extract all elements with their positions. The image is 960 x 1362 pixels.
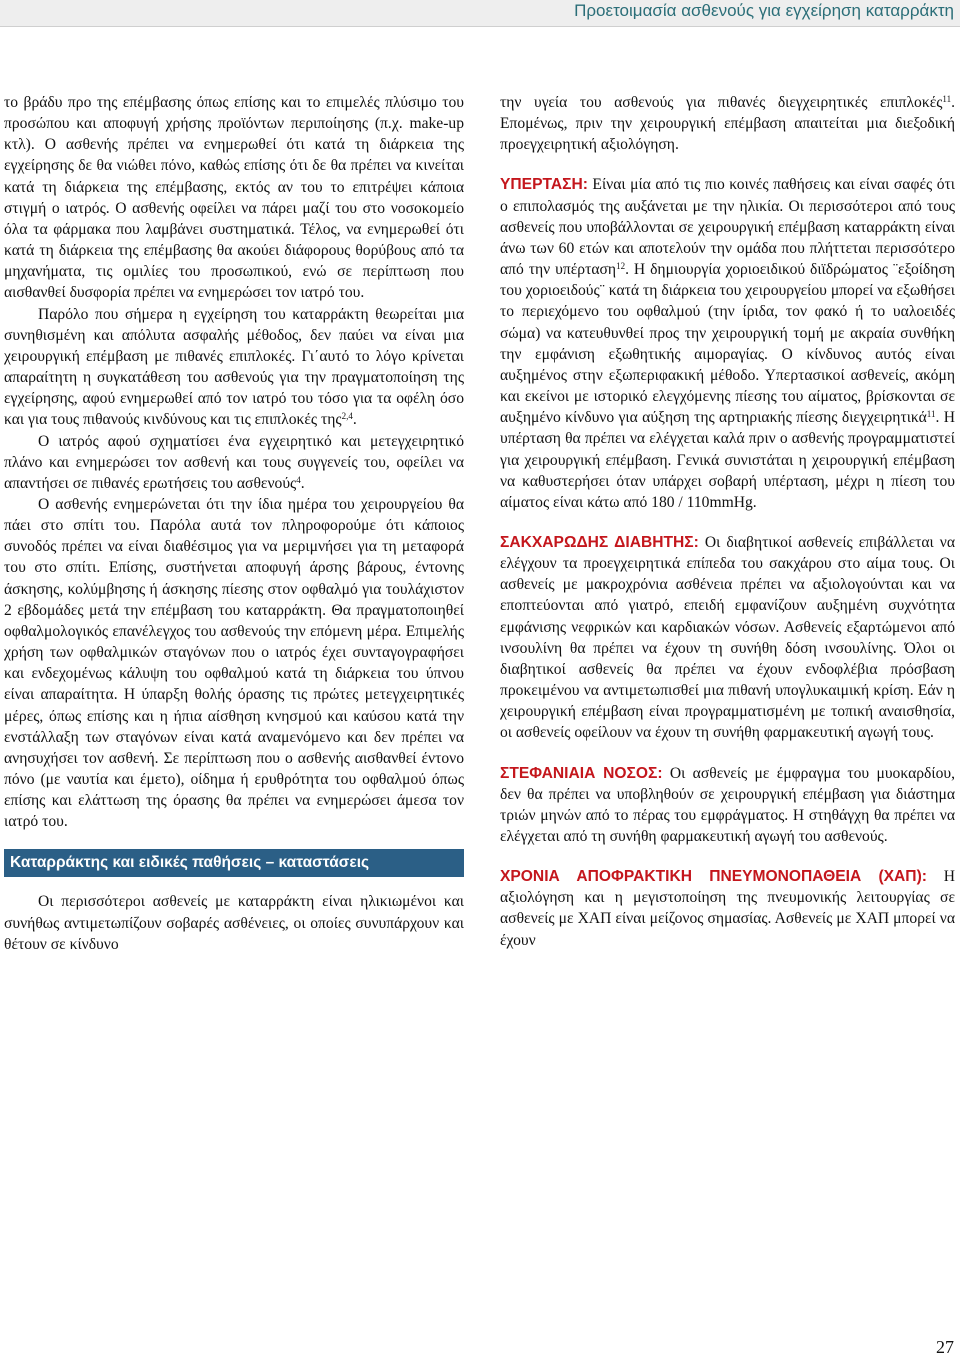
copd-heading: ΧΡΟΝΙΑ ΑΠΟΦΡΑΚΤΙΚΗ ΠΝΕΥΜΟΝΟΠΑΘΕΙΑ (ΧΑΠ): — [500, 868, 927, 886]
right-column — [500, 92, 955, 951]
left-column — [4, 92, 464, 955]
paragraph-text: Οι ασθενείς με έμφραγμα του μυοκαρδίου, δεν θα πρέπει να υποβληθούν σε χειρουργική επέμβαση για διάστημα τριών μηνών από το πέρας του εμφράγματος. Η στηθάγχη θα πρέπει να ελέγχεται από τη συνήθη φαρμακευτική αγωγή του ασθενούς. — [500, 764, 955, 845]
citation: 2,4 — [341, 411, 353, 422]
punctuation: . — [300, 474, 305, 492]
paragraph-text: την υγεία του ασθενούς για πιθανές διεγχειρητικές επιπλοκές — [500, 94, 943, 111]
punctuation: . — [352, 411, 357, 429]
citation: 11 — [926, 409, 936, 420]
header-divider — [0, 26, 960, 27]
paragraph — [4, 304, 464, 431]
citation: 4 — [296, 474, 301, 485]
diabetes-section — [500, 532, 955, 744]
coronary-disease-heading: ΣΤΕΦΑΝΙΑΙΑ ΝΟΣΟΣ: — [500, 764, 663, 782]
coronary-disease-section — [500, 763, 955, 848]
hypertension-section — [500, 174, 955, 513]
paragraph — [500, 92, 955, 155]
paragraph-text: Παρόλο που σήμερα η εγχείρηση του καταρράκτη θεωρείται μια συνηθισμένη και απόλυτα ασφαλής μέθοδος, δεν παύει να είναι μια χειρουργική επέμβαση με πιθανές επιπλοκές. Γι΄αυτό το λόγο κρίνεται απαραίτητη η συγκατάθεση του ασθενούς για την πραγματοποίηση της εγχείρησης, αφού ενημερωθεί από τον ιατρό του τόσο για τα οφέλη όσο και για τους πιθανούς κινδύνους και τις επιπλοκές της — [4, 305, 464, 429]
paragraph-text: Η αξιολόγηση και η μεγιστοποίηση της πνευμονικής λειτουργίας σε ασθενείς με ΧΑΠ είναι μείζονος σημασίας. Ασθενείς με ΧΑΠ μπορεί να έχουν — [500, 868, 955, 949]
hypertension-heading: ΥΠΕΡΤΑΣΗ: — [500, 176, 588, 194]
citation: 12 — [616, 261, 626, 272]
page-number: 27 — [936, 1337, 954, 1357]
paragraph — [4, 431, 464, 494]
citation: 11 — [942, 94, 952, 104]
running-header — [0, 0, 960, 26]
paragraph-text: Είναι μία από τις πιο κοινές παθήσεις και είναι σαφές ότι ο επιπολασμός της αυξάνεται με την ηλικία. Οι περισσότεροι από τους ασθενείς που υποβάλλονται σε χειρουργική επέμβαση καταρράκτη είναι άνω των 60 ετών και αποτελούν την ομάδα που πλήττεται περισσότερο από την υπέρταση — [500, 176, 955, 279]
paragraph-text: . Επομένως, πριν την χειρουργική επέμβαση απαιτείται μια διεξοδική προεγχειρητική αξιολόγηση. — [500, 94, 955, 154]
paragraph: το βράδυ προ της επέμβασης όπως επίσης και το επιμελές πλύσιμο του προσώπου και αποφυγή χρήσης προϊόντων περιποίησης (π.χ. make-up κτλ). Ο ασθενής πρέπει να ενημερωθεί ότι κατά τη διάρκεια της εγχείρησης δε θα νιώθει πόνο, καθώς επίσης ότι δε θα πρέπει να κινείται κατά τη διάρκεια της επέμβασης, εκτός αν του το επιτρέψει κάποια στιγμή ο ιατρός. Ο ασθενής οφείλει να πάρει μαζί του στο νοσοκομείο όλα τα φάρμακα που λαμβάνει συστηματικά. Τέλος, να ενημερωθεί ότι κατά τη διάρκεια της επέμβασης θα ακούει διάφορους θορύβους από τα μηχανήματα, τις ομιλίες του προσωπικού, ενώ σε περίπτωση που αισθανθεί δυσφορία πρέπει να ενημερώσει τον ιατρό του. — [4, 94, 464, 302]
paragraph-text: Οι διαβητικοί ασθενείς επιβάλλεται να ελέγχουν τα προεγχειρητικά επίπεδα του σακχάρου στο αίμα τους. Οι ασθενείς με μακροχρόνια ασθένεια πρέπει να αξιολογούνται και να εποπτεύονται από γιατρό, επειδή εμφανίζουν αυξημένη συχνότητα εμφάνισης νεφρικών και καρδιακών νόσων. Ασθενείς εξαρτώμενοι από ινσουλίνη θα πρέπει να έχουν τη συνήθη δόση ινσουλίνης. Όλοι οι διαβητικοί ασθενείς θα πρέπει να έχουν ενδοφλέβια πρόσβαση προκειμένου να αντιμετωπισθεί μια πιθανή υπογλυκαιμική κρίση. Εάν η χειρουργική επέμβαση είναι προγραμματισμένη με τοπική αναισθησία, οι ασθενείς οφείλουν να έχουν τη συνήθη φαρμακευτική αγωγή τους. — [500, 533, 955, 742]
running-header-title: Προετοιμασία ασθενούς για εγχείρηση καταρράκτη — [574, 1, 954, 20]
paragraph-text: . Η υπέρταση θα πρέπει να ελέγχεται καλά πριν ο ασθενής προγραμματιστεί για χειρουργική επέμβαση. Γενικά συνιστάται η χειρουργική επέμβαση να καθυστερήσει όταν υπάρχει σοβαρή υπέρταση, μέχρι η πίεση του αίματος είναι κάτω από 180 / 110mmHg. — [500, 409, 956, 511]
section-heading: Καταρράκτης και ειδικές παθήσεις – καταστάσεις — [4, 849, 464, 877]
paragraph: Οι περισσότεροι ασθενείς με καταρράκτη είναι ηλικιωμένοι και συνήθως αντιμετωπίζουν σοβαρές ασθένειες, οι οποίες συνυπάρχουν και θέτουν σε κίνδυνο — [4, 893, 464, 953]
copd-section — [500, 866, 955, 951]
paragraph: Ο ασθενής ενημερώνεται ότι την ίδια ημέρα του χειρουργείου θα πάει στο σπίτι του. Παρόλα αυτά τον πληροφορούμε ότι κάποιος συνοδός πρέπει να είναι διαθέσιμος για να μεριμνήσει για τη μεταφορά του στο σπίτι. Επίσης, συστήνεται αποφυγή άρσης βάρους, έντονης άσκησης, κολύμβησης ή άσκησης πίεσης στον οφθαλμό για τουλάχιστον 2 εβδομάδες μετά την επέμβαση του καταρράκτη. Θα πραγματοποιηθεί οφθαλμολογικός επανέλεγχος του ασθενούς την επόμενη μέρα. Επιμελής χρήση των οφθαλμικών σταγόνων που ο ιατρός έχει συνταγογραφήσει και ενδεχομένως κάλυψη του οφθαλμού κατά τη διάρκεια του ύπνου είναι απαραίτητα. Η ύπαρξη θολής όρασης τις πρώτες μετεγχειρητικές μέρες, όπως επίσης και η ήπια αίσθηση κνησμού και καύσου κατά την ενστάλλαξη των σταγόνων είναι κατά αναμενόμενο και δεν πρέπει να ανησυχήσει τον ασθενή. Σε περίπτωση που ο ασθενής αισθανθεί έντονο πόνο (με ναυτία και έμετο), οίδημα ή ερυθρότητα του οφθαλμού όπως επίσης και ελάττωση της όρασης θα πρέπει να ενημερώσει άμεσα τον ιατρό του. — [4, 495, 464, 831]
diabetes-heading: ΣΑΚΧΑΡΩΔΗΣ ΔΙΑΒΗΤΗΣ: — [500, 533, 699, 551]
paragraph-text: . Η δημιουργία χοριοειδικού διϊδρώματος ¨εξοίδηση του χοριοειδούς¨ κατά τη διάρκεια του χειρουργείου μπορεί να εξωθήσει το περιεχόμενο του οφθαλμού (την ίριδα, τον φακό ή το υαλοειδές σώμα) να κατευθυνθεί προς την χειρουργική τομή με ακραία συνθήκη την εμφάνιση εξωθητικής αιμοραγίας. Ο κίνδυνος αυτός είναι αυξημένος στην εξωπεριφακική μέθοδο. Υπερτασικοί ασθενείς, ακόμη και εκείνοι με ιστορικό ελεγχόμενης πίεσης του αίματος, βρίσκονται σε αυξημένο κίνδυνο για αύξηση της αρτηριακής πίεσης διεγχειρητικά — [500, 261, 955, 427]
paragraph-text: Ο ιατρός αφού σχηματίσει ένα εγχειρητικό και μετεγχειρητικό πλάνο και ενημερώσει τον ασθενή και τους συγγενείς του, οφείλει να απαντήσει σε πιθανές ερωτήσεις του ασθενούς — [4, 432, 464, 492]
